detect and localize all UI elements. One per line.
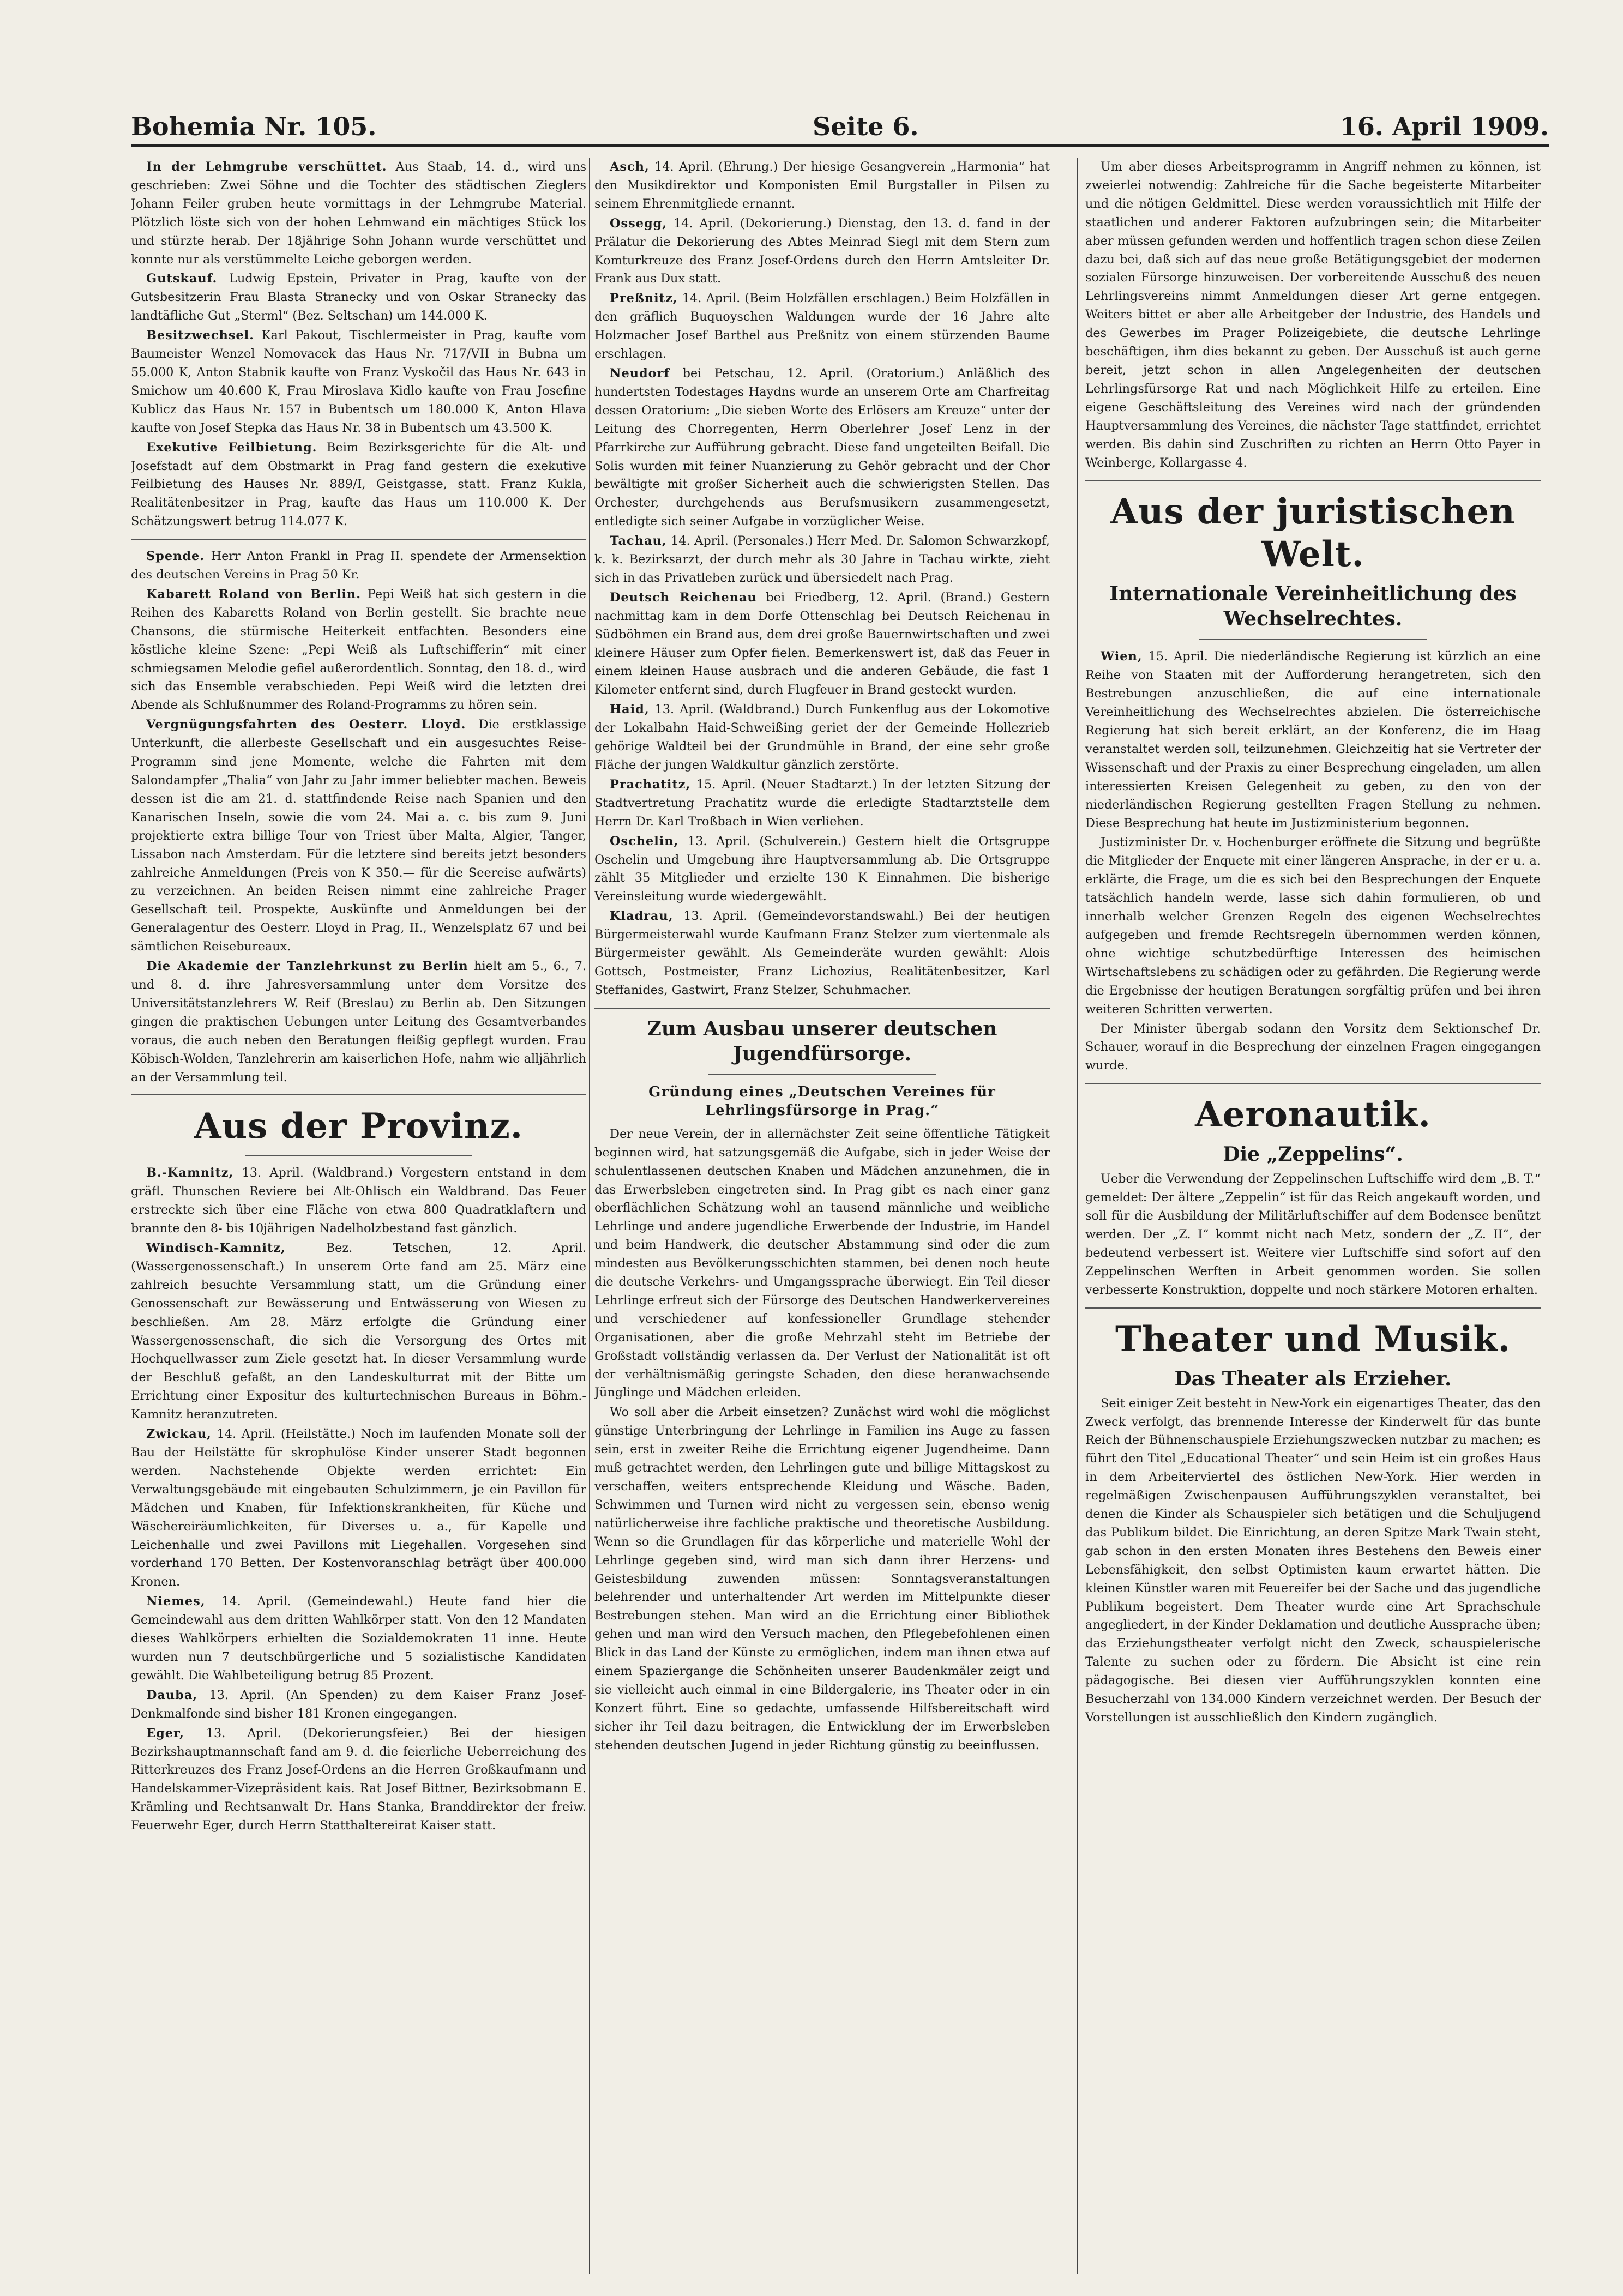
- news-item: Dauba, 13. April. (An Spenden) zu dem Kaiser Franz Josef-Denkmalfonde sind bisher 181 Kronen eingegangen.: [131, 1688, 586, 1721]
- news-item: Deutsch Reichenau bei Friedberg, 12. April. (Brand.) Gestern nachmittag kam in dem Dorfe Ottenschlag bei Deutsch Reichenau in Südböhmen ein Brand aus, dem drei große Bauernwirtschaften und zwei kleinere Häuser zum Opfer fielen. Bemerkenswert ist, daß das Feuer in einem kleinen Hause ausbrach und die anderen Gebäude, die fast 1 Kilometer entfernt sind, durch Flugfeuer in Brand gesteckt wurden.: [594, 590, 1050, 697]
- article-paragraph: Wo soll aber die Arbeit einsetzen? Zunächst wird wohl die möglichst günstige Unterbringung der Lehrlinge in Familien ins Auge zu fassen sein, erst in zweiter Reihe die Errichtung eigener Jugendheime. Dann muß getrachtet werden, den Lehrlingen gute und billige Mittagskost zu verschaffen, weiters entsprechende Kleidung und Wäsche. Baden, Schwimmen und Turnen wird nicht zu vergessen sein, ebenso wenig natürlicherweise ihre fachliche praktische und theoretische Ausbildung. Wenn so die Grundlagen für das körperliche und materielle Wohl der Lehrlinge gegeben sind, wird man sich dann ihrer Herzens- und Geistesbildung zuwenden müssen: Sonntagsveranstaltungen belehrender und unterhaltender Art werden im Mittelpunkte dieser Bestrebungen stehen. Man wird an die Errichtung einer Bibliothek gehen und man wird den Versuch machen, den Pflegebefohlenen einen Blick in das Land der Künste zu ermöglichen, indem man ihnen etwa auf einem Spaziergange die Schönheiten unserer Baudenkmäler zeigt und sie vielleicht auch einmal in eine Bildergalerie, ins Theater oder in ein Konzert führt. Eine so gedachte, umfassende Hilfsbereitschaft wird sicher ihr Teil dazu beitragen, die Entwicklung der im Erwerbsleben stehenden deutschen Jugend in jeder Richtung günstig zu beeinflussen.: [594, 1405, 1050, 1752]
- news-item: Oschelin, 13. April. (Schulverein.) Gestern hielt die Ortsgruppe Oschelin und Umgebung ihre Hauptversammlung ab. Die Ortsgruppe zählt 35 Mitglieder und erzielte 130 K Einnahmen. Die bisherige Vereinsleitung wurde wiedergewählt.: [594, 834, 1050, 904]
- news-item: Haid, 13. April. (Waldbrand.) Durch Funkenflug aus der Lokomotive der Lokalbahn Haid-Schweißing geriet der der Gemeinde Hollezrieb gehörige Waldteil bei der Grundmühle in Brand, der eine sehr große Fläche der jungen Waldkultur gänzlich zerstörte.: [594, 702, 1050, 772]
- news-item: Vergnügungsfahrten des Oesterr. Lloyd. Die erstklassige Unterkunft, die allerbeste Gesellschaft und ein ausgesuchtes Reise-Programm sind jene Momente, welche die Fahrten mit dem Salondampfer „Thalia“ von Jahr zu Jahr immer beliebter machen. Beweis dessen ist die am 21. d. stattfindende Reise nach Spanien und den Kanarischen Inseln, sowie die vom 24. Mai a. c. bis zum 9. Juni projektierte extra billige Tour von Triest über Malta, Algier, Tanger, Lissabon nach Amsterdam. Für die letztere sind bereits jetzt besonders zahlreiche Anmeldungen (Preis von K 350.— für die Seereise aufwärts) zu verzeichnen. An beiden Reisen nimmt eine zahlreiche Prager Gesellschaft teil. Prospekte, Auskünfte und Anmeldungen bei der Generalagentur des Oesterr. Lloyd in Prag, II., Wenzelsplatz 67 und bei sämtlichen Reisebureaux.: [131, 718, 586, 954]
- section-heading-aeronautics: Aeronautik.: [1195, 1094, 1431, 1136]
- news-item: Asch, 14. April. (Ehrung.) Der hiesige Gesangverein „Harmonia“ hat den Musikdirektor und Komponisten Emil Burgstaller in Pilsen zu seinem Ehrenmitgliede ernannt.: [594, 160, 1050, 211]
- news-item: Windisch-Kamnitz, Bez. Tetschen, 12. April. (Wassergenossenschaft.) In unserem Orte fand am 25. März eine zahlreich besuchte Versammlung statt, um die Gründung einer Genossenschaft zur Bewässerung und Entwässerung von Wiesen zu beschließen. Am 28. März erfolgte die Gründung einer Wassergenossenschaft, die sich die Versorgung des Ortes mit Hochquellwasser zum Ziele gesetzt hat. In dieser Versammlung wurde der Beschluß gefaßt, an den Landeskulturrat mit der Bitte um Errichtung einer Expositur des kulturtechnischen Bureaus in Böhm.-Kamnitz heranzutreten.: [131, 1241, 586, 1422]
- article-paragraph: Der Minister übergab sodann den Vorsitz dem Sektionschef Dr. Schauer, worauf in die Besprechung der einzelnen Fragen eingegangen wurde.: [1085, 1021, 1541, 1073]
- news-item: Gutskauf. Ludwig Epstein, Privater in Prag, kaufte von der Gutsbesitzerin Frau Blasta Stranecky und von Oskar Stranecky das landtäfliche Gut „Sterml“ (Bez. Seltschan) um 144.000 K.: [131, 272, 586, 323]
- section-divider: [1085, 1083, 1541, 1084]
- news-item: Ossegg, 14. April. (Dekorierung.) Dienstag, den 13. d. fand in der Prälatur die Dekorierung des Abtes Meinrad Siegl mit dem Stern zum Komturkreuze des Franz Josef-Ordens durch den Herrn Amtsleiter Dr. Frank aus Dux statt.: [594, 216, 1050, 286]
- article-subheading-youth: Gründung eines „Deutschen Vereines für Lehrlingsfürsorge in Prag.“: [648, 1083, 996, 1119]
- article-paragraph: Justizminister Dr. v. Hochenburger eröffnete die Sitzung und begrüßte die Mitglieder der Enquete mit einer längeren Ansprache, in der er u. a. erklärte, die Frage, um die es sich bei den Besprechungen der Enquete tatsächlich handeln werde, lasse sich dahin formulieren, ob und innerhalb welcher Grenzen Regeln des eigenen Wechselrechtes aufgegeben und fremde Rechtsregeln übernommen werden können, ohne wichtige schutzbedürftige Interessen des heimischen Wirtschaftslebens zu schädigen oder zu gefährden. Die Regierung werde die Ergebnisse der heutigen Beratungen sorgfältig prüfen und bei ihren weiteren Schritten verwerten.: [1085, 835, 1541, 1016]
- news-item: Eger, 13. April. (Dekorierungsfeier.) Bei der hiesigen Bezirkshauptmannschaft fand am 9. d. die feierliche Ueberreichung des Ritterkreuzes des Franz Josef-Ordens an die Herren Großkaufmann und Handelskammer-Vizepräsident kais. Rat Josef Bittner, Bezirksobmann E. Krämling und Rechtsanwalt Dr. Hans Stanka, Branddirektor der freiw. Feuerwehr Eger, durch Herrn Statthaltereirat Kaiser statt.: [131, 1726, 586, 1833]
- news-item: Prachatitz, 15. April. (Neuer Stadtarzt.) In der letzten Sitzung der Stadtvertretung Prachatitz wurde die erledigte Stadtarztstelle dem Herrn Dr. Karl Troßbach in Wien verliehen.: [594, 777, 1050, 829]
- news-item: Preßnitz, 14. April. (Beim Holzfällen erschlagen.) Beim Holzfällen in den gräflich Buquoyschen Waldungen wurde der 16 Jahre alte Holzmacher Josef Barthel aus Preßnitz von einem stürzenden Baume erschlagen.: [594, 291, 1050, 361]
- column-rule: [589, 158, 590, 2274]
- article-paragraph: Ueber die Verwendung der Zeppelinschen Luftschiffe wird dem „B. T.“ gemeldet: Der ältere „Zeppelin“ ist für das Reich angekauft worden, und soll für die Ausbildung der Militärluftschiffer auf dem Bodensee benützt werden. Der „Z. I“ kommt nicht nach Metz, sondern der „Z. II“, der bedeutend verbessert ist. Weitere vier Luftschiffe sind sofort auf den Zeppelinschen Werften in Arbeit genommen worden. Sie sollen verbesserte Konstruktion, doppelte und noch stärkere Motoren erhalten.: [1085, 1172, 1541, 1297]
- news-item: Tachau, 14. April. (Personales.) Herr Med. Dr. Salomon Schwarzkopf, k. k. Bezirksarzt, der durch mehr als 30 Jahre in Tachau wirkte, zieht sich in das Privatleben zurück und übersiedelt nach Prag.: [594, 534, 1050, 585]
- section-divider: [1199, 639, 1427, 640]
- section-divider: [594, 1008, 1050, 1009]
- section-heading-theater: Theater und Musik.: [1115, 1318, 1511, 1360]
- page-header: [131, 112, 1549, 147]
- article-paragraph: Um aber dieses Arbeitsprogramm in Angriff nehmen zu können, ist zweierlei notwendig: Zahlreiche für die Sache begeisterte Mitarbeiter und die nötigen Geldmittel. Diese werden voraussichtlich mit Hilfe der staatlichen und anderer Faktoren aufzubringen sein; die Mitarbeiter aber müssen gefunden werden und hoffentlich tragen schon diese Zeilen dazu bei, daß sich auf das neue große Betätigungsgebiet der modernen sozialen Fürsorge hinzuweisen. Der vorbereitende Ausschuß des neuen Lehrlingsvereins nimmt Anmeldungen dieser Art gerne entgegen. Weiters bittet er aber alle Arbeitgeber der Industrie, des Handels und des Gewerbes im Prager Polizeigebiete, die deutsche Lehrlinge beschäftigen, ihm dies bekannt zu geben. Der Ausschuß ist auch gerne bereit, jetzt schon in allen Angelegenheiten der deutschen Lehrlingsfürsorge Rat und nach Möglichkeit Hilfe zu erteilen. Eine eigene Geschäftsleitung des Vereines wird nach der gründenden Hauptversammlung des Vereines, die nächster Tage stattfindet, errichtet werden. Bis dahin sind Zuschriften zu richten an Herrn Otto Payer in Weinberge, Kollargasse 4.: [1085, 160, 1541, 470]
- news-item: Besitzwechsel. Karl Pakout, Tischlermeister in Prag, kaufte vom Baumeister Wenzel Nomovacek das Haus Nr. 717/VII in Bubna um 55.000 K, Anton Stabnik kaufte von Franz Vyskočil das Haus Nr. 643 in Smichow um 40.600 K, Frau Miroslava Kidlo kaufte von Frau Josefine Kublicz das Haus Nr. 157 in Bubentsch um 180.000 K, Anton Hlava kaufte von Josef Stepka das Haus Nr. 38 in Bubentsch um 43.500 K.: [131, 328, 586, 435]
- section-divider: [1085, 1307, 1541, 1309]
- section-divider: [1085, 480, 1541, 481]
- header-issue: Bohemia Nr. 105.: [131, 112, 377, 141]
- news-item: Kabarett Roland von Berlin. Pepi Weiß hat sich gestern in die Reihen des Kabaretts Roland von Berlin gestellt. Sie brachte neue Chansons, die stürmische Heiterkeit entfachten. Besonders eine köstliche kleine Szene: „Pepi Weiß als Luftschifferin“ mit einer schmiegsamen Melodie gefiel außerordentlich. Sonntag, den 18. d., wird sich das Ensemble verabschieden. Pepi Weiß wird die letzten drei Abende als Schlußnummer des Roland-Programms zu hören sein.: [131, 587, 586, 713]
- column-3: [1085, 158, 1541, 2274]
- header-date: 16. April 1909.: [1339, 112, 1549, 141]
- section-divider: [131, 1094, 586, 1095]
- news-item: Zwickau, 14. April. (Heilstätte.) Noch im laufenden Monate soll der Bau der Heilstätte für skrophulöse Kinder unserer Stadt begonnen werden. Nachstehende Objekte werden errichtet: Ein Verwaltungsgebäude mit eingebauten Schulzimmern, je ein Pavillon für Mädchen und Knaben, für Infektionskrankheiten, für Küche und Wäschereiräumlichkeiten, für Diverses u. a., für Kapelle und Leichenhalle und zwei Pavillons mit Liegehallen. Vorgesehen sind vorderhand 170 Betten. Der Kostenvoranschlag beträgt über 400.000 Kronen.: [131, 1427, 586, 1589]
- column-2: [594, 158, 1050, 2274]
- article-paragraph: Seit einiger Zeit besteht in New-York ein eigenartiges Theater, das den Zweck verfolgt, das brennende Interesse der Kinderwelt für das bunte Reich der Bühnenschauspiele Erziehungszwecken nutzbar zu machen; es führt den Titel „Educational Theater“ und sein Heim ist ein großes Haus in dem Arbeiterviertel des östlichen New-York. Hier werden in regelmäßigen Zwischenpausen Aufführungszyklen veranstaltet, bei denen die Kinder als Schauspieler sich betätigen und die Schuljugend das Publikum bildet. Die Einrichtung, an deren Spitze Mark Twain steht, gab schon in den ersten Monaten ihres Bestehens den Beweis einer Lebensfähigkeit, den selbst Optimisten kaum erwartet hätten. Die kleinen Künstler waren mit Feuereifer bei der Sache und das jugendliche Publikum begeistert. Dem Theater wurde eine Art Sprachschule angegliedert, in der Kinder Deklamation und deutliche Aussprache üben; das Erziehungstheater verfolgt nicht den Zweck, schauspielerische Talente zu suchen oder zu fördern. Die Absicht ist eine rein pädagogische. Bei diesen vier Aufführungszyklen konnten eine Besucherzahl von 134.000 Kindern verzeichnet werden. Der Besuch der Vorstellungen ist ausschließlich den Kindern zugänglich.: [1085, 1396, 1541, 1725]
- article-paragraph: Der neue Verein, der in allernächster Zeit seine öffentliche Tätigkeit beginnen wird, hat satzungsgemäß die Aufgabe, sich in jeder Weise der schulentlassenen deutschen Knaben und Mädchen anzunehmen, die in das Erwerbsleben eingetreten sind. In Prag gibt es nach einer ganz oberflächlichen Schätzung wohl an tausend männliche und weibliche Lehrlinge und andere jugendliche Erwerbende der Industrie, im Handel und beim Handwerk, die deutscher Abstammung sind oder die zum mindesten aus Bevölkerungsschichten stammen, bei denen noch heute die deutsche Verkehrs- und Umgangssprache überwiegt. Ein Teil dieser Lehrlinge erfreut sich der Fürsorge des Deutschen Handwerkervereines und verschiedener auf konfessioneller Grundlage stehender Organisationen, aber die große Mehrzahl steht im Betriebe der Großstadt vollständig verlassen da. Der Verlust der Nationalität ist oft der verhältnismäßig geringste Schaden, den diese heranwachsende Jünglinge und Mädchen erleiden.: [594, 1126, 1050, 1400]
- article-heading-zeppelins: Die „Zeppelins“.: [1223, 1143, 1403, 1166]
- section-heading-legal: Aus der juristischen Welt.: [1110, 491, 1516, 575]
- news-item: Kladrau, 13. April. (Gemeindevorstandswahl.) Bei der heutigen Bürgermeisterwahl wurde Kaufmann Franz Stelzer zum viertenmale als Bürgermeister gewählt. Als Gemeinderäte wurden gewählt: Alois Gottsch, Postmeister, Franz Lichozius, Realitätenbesitzer, Karl Steffanides, Gastwirt, Franz Stelzer, Schuhmacher.: [594, 909, 1050, 997]
- article-heading-theater-educator: Das Theater als Erzieher.: [1174, 1367, 1452, 1390]
- section-divider: [245, 1155, 473, 1156]
- section-divider: [131, 539, 586, 540]
- column-1: [131, 158, 586, 2274]
- article-heading-youth: Zum Ausbau unserer deutschen Jugendfürsorge.: [647, 1017, 997, 1065]
- news-item: Exekutive Feilbietung. Beim Bezirksgerichte für die Alt- und Josefstadt auf dem Obstmarkt in Prag fand gestern die exekutive Feilbietung des Hauses Nr. 889/I, Geistgasse, statt. Franz Kukla, Realitätenbesitzer in Prag, kaufte das Haus um 110.000 K. Der Schätzungswert betrug 114.077 K.: [131, 440, 586, 529]
- news-item: In der Lehmgrube verschüttet. Aus Staab, 14. d., wird uns geschrieben: Zwei Söhne und die Tochter des städtischen Zieglers Johann Feiler gruben heute vormittags in der Lehmgrube Material. Plötzlich löste sich von der hohen Lehmwand ein mächtiges Stück los und stürzte herab. Der 18jährige Sohn Johann wurde verschüttet und konnte nur als verstümmelte Leiche geborgen werden.: [131, 160, 586, 267]
- article-heading-exchange-law: Internationale Vereinheitlichung des Wechselrechtes.: [1109, 582, 1517, 631]
- column-rule: [1077, 158, 1078, 2274]
- news-item: Spende. Herr Anton Frankl in Prag II. spendete der Armensektion des deutschen Vereins in Prag 50 Kr.: [131, 549, 586, 582]
- news-item: Wien, 15. April. Die niederländische Regierung ist kürzlich an eine Reihe von Staaten mit der Aufforderung herangetreten, sich den Bestrebungen anzuschließen, die auf eine internationale Vereinheitlichung des Wechselrechtes abzielen. Die österreichische Regierung hat sich bereit erklärt, an der Konferenz, die im Haag veranstaltet werden soll, teilzunehmen. Gleichzeitig hat sie Vertreter der Wissenschaft und der Praxis zu einer Besprechung eingeladen, um allen interessierten Kreisen Gelegenheit zu geben, zu den von der niederländischen Regierung gestellten Fragen Stellung zu nehmen. Diese Besprechung hat heute im Justizministerium begonnen.: [1085, 649, 1541, 830]
- header-page-number: Seite 6.: [813, 112, 919, 141]
- section-heading-province: Aus der Provinz.: [194, 1106, 524, 1147]
- news-item: Niemes, 14. April. (Gemeindewahl.) Heute fand hier die Gemeindewahl aus dem dritten Wahlkörper statt. Von den 12 Mandaten dieses Wahlkörpers erhielten die Sozialdemokraten 11 inne. Heute wurden nun 7 deutschbürgerliche und 5 sozialistische Kandidaten gewählt. Die Wahlbeteiligung betrug 85 Prozent.: [131, 1594, 586, 1683]
- news-item: Neudorf bei Petschau, 12. April. (Oratorium.) Anläßlich des hundertsten Todestages Haydns wurde an unserem Orte am Charfreitag dessen Oratorium: „Die sieben Worte des Erlösers am Kreuze“ unter der Leitung des Chorregenten, Herrn Oberlehrer Josef Lenz in der Pfarrkirche zur Aufführung gebracht. Diese fand ungeteilten Beifall. Die Solis wurden mit feiner Nuanzierung zu Gehör gebracht und der Chor bewältigte mit großer Sicherheit auch die schwierigsten Stellen. Das Orchester, durchgehends aus Berufsmusikern zusammengesetzt, entledigte sich seiner Aufgabe in vorzüglicher Weise.: [594, 366, 1050, 529]
- news-item: B.-Kamnitz, 13. April. (Waldbrand.) Vorgestern entstand in dem gräfl. Thunschen Reviere bei Alt-Ohlisch ein Waldbrand. Das Feuer erstreckte sich über eine Fläche von etwa 800 Quadratklaftern und brannte den 8- bis 10jährigen Nadelholzbestand fast gänzlich.: [131, 1166, 586, 1236]
- news-item: Die Akademie der Tanzlehrkunst zu Berlin hielt am 5., 6., 7. und 8. d. ihre Jahresversammlung unter dem Vorsitze des Universitätstanzlehrers W. Reif (Breslau) zu Berlin ab. Den Sitzungen gingen die praktischen Uebungen unter Leitung des Gesamtverbandes voraus, die auch neben den Beratungen fleißig gepflegt wurden. Frau Köbisch-Wolden, Tanzlehrerin am kaiserlichen Hofe, nahm wie alljährlich an der Versammlung teil.: [131, 959, 586, 1084]
- section-divider: [708, 1074, 936, 1075]
